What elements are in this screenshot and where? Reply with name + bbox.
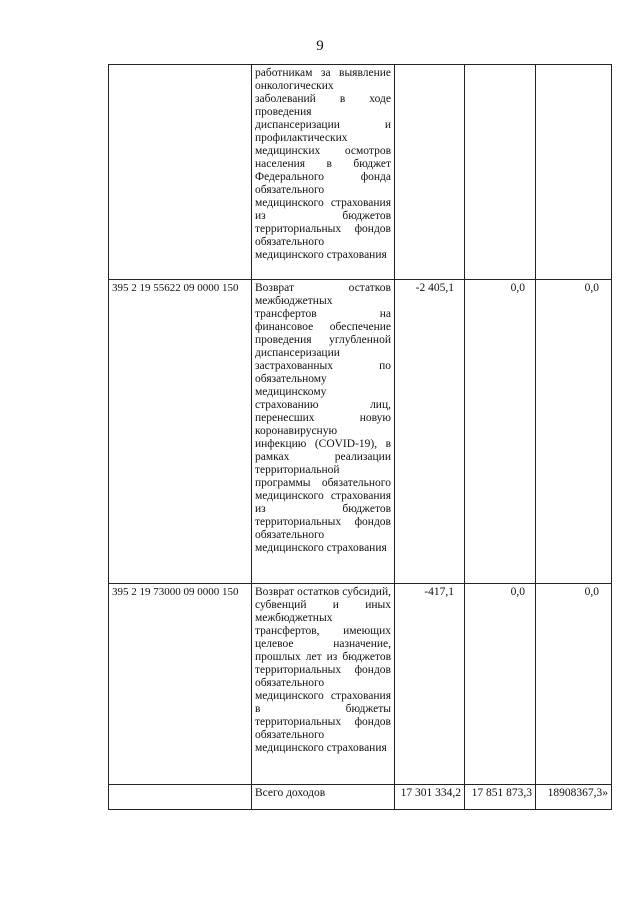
value-cell-year2: [465, 65, 536, 280]
value-cell-year3: 0,0: [536, 584, 612, 785]
total-value-year1: 17 301 334,2: [395, 785, 465, 810]
table-row: [109, 584, 612, 785]
page-number: 9: [316, 38, 324, 54]
revenue-table: [108, 64, 612, 810]
total-code-cell: [109, 785, 252, 810]
budget-code-cell: 395 2 19 55622 09 0000 150: [109, 280, 252, 584]
total-value-year3: 18908367,3»: [536, 785, 612, 810]
value-cell-year1: -417,1: [395, 584, 465, 785]
table-row: [109, 65, 612, 280]
value-cell-year1: -2 405,1: [395, 280, 465, 584]
description-cell: работникам за выявление онкологических заболеваний в ходе проведения диспансеризации и профилактических медицинских осмотров населения в бюджет Федерального фонда обязательного медицинского страхования из бюджетов территориальных фондов обязательного медицинского страхования: [252, 65, 395, 280]
value-cell-year1: [395, 65, 465, 280]
budget-code-cell: [109, 65, 252, 280]
total-label: Всего доходов: [252, 785, 395, 810]
value-cell-year2: 0,0: [465, 280, 536, 584]
total-row: [109, 785, 612, 810]
description-cell: Возврат остатков субсидий, субвенций и иных межбюджетных трансфертов, имеющих целевое назначение, прошлых лет из бюджетов территориальных фондов обязательного медицинского страхования в бюджеты территориальных фондов обязательного медицинского страхования: [252, 584, 395, 785]
value-cell-year2: 0,0: [465, 584, 536, 785]
budget-code-cell: 395 2 19 73000 09 0000 150: [109, 584, 252, 785]
table-row: [109, 280, 612, 584]
description-cell: Возврат остатков межбюджетных трансфертов на финансовое обеспечение проведения углубленной диспансеризации застрахованных по обязательному медицинскому страхованию лиц, перенесших новую коронавирусную инфекцию (COVID-19), в рамках реализации территориальной программы обязательного медицинского страхования из бюджетов территориальных фондов обязательного медицинского страхования: [252, 280, 395, 584]
total-value-year2: 17 851 873,3: [465, 785, 536, 810]
value-cell-year3: [536, 65, 612, 280]
value-cell-year3: 0,0: [536, 280, 612, 584]
